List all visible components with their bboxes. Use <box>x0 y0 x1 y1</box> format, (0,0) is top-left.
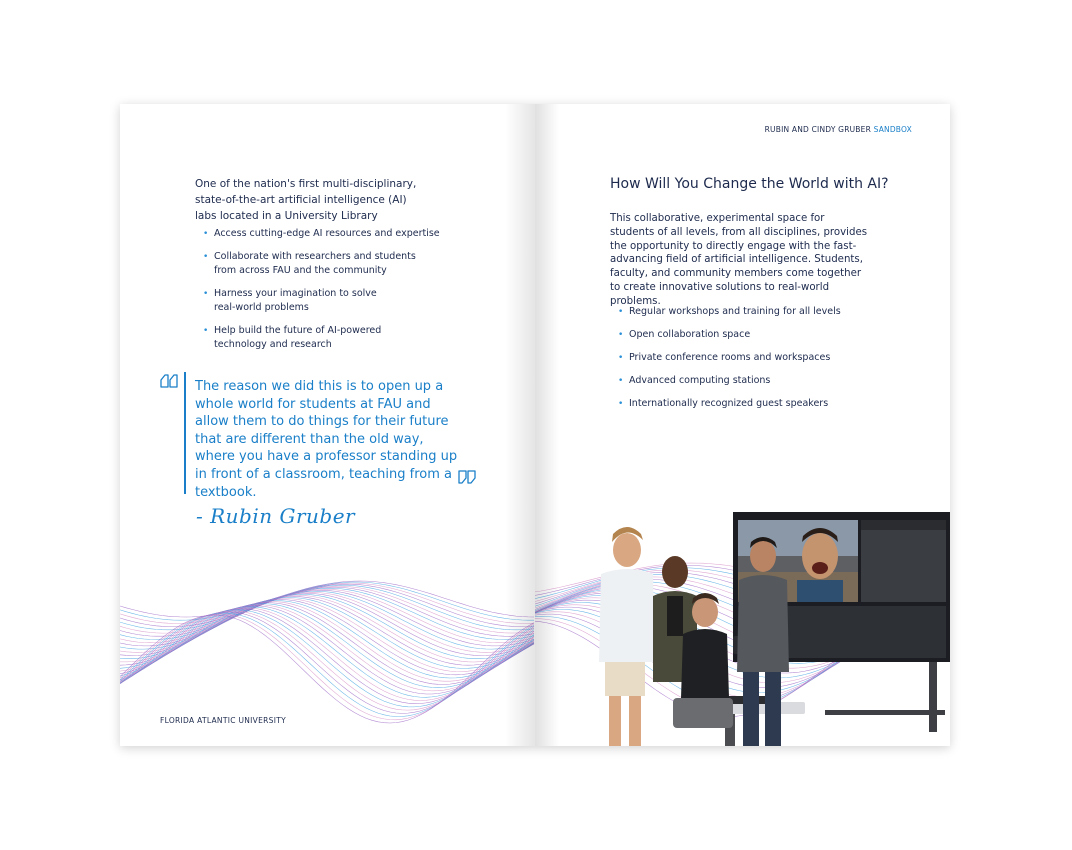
list-item: • Access cutting-edge AI resources and expertise <box>203 228 440 239</box>
body-paragraph: This collaborative, experimental space for students of all levels, from all disciplines, provides the opportunity to directly engage with the fast-advancing field of artificial intelligence. Students, faculty, and community members come together to create innovative solutions to real-world problems. <box>610 213 868 307</box>
signature: - Rubin Gruber <box>196 504 356 528</box>
right-bullet-list <box>610 305 910 420</box>
students-photo <box>575 512 950 746</box>
running-head: RUBIN AND CINDY GRUBER SANDBOX <box>764 125 912 134</box>
left-page <box>120 104 535 746</box>
list-item: • Private conference rooms and workspaces <box>618 352 831 363</box>
bullet-dot-icon: • <box>618 353 624 363</box>
wave-line <box>120 590 534 646</box>
close-quote-icon <box>458 470 476 484</box>
pull-quote: The reason we did this is to open up a whole world for students at FAU and allow them to do things for their future that are different than the old way, where you have a professor standing up in front of a classroom, teaching from a textbook. <box>195 379 458 500</box>
list-item: • Open collaboration space <box>618 329 751 340</box>
bullet-dot-icon: • <box>618 307 624 317</box>
quote-rule <box>184 372 186 494</box>
bullet-dot-icon: • <box>618 399 624 409</box>
list-item: • Advanced computing stations <box>618 375 771 386</box>
intro-paragraph: One of the nation's first multi-disciplinary, state-of-the-art artificial intelligence (AI) labs located in a University Library <box>195 178 417 222</box>
bullet-dot-icon: • <box>618 376 624 386</box>
left-bullet-list <box>195 227 445 361</box>
wave-line <box>120 582 534 620</box>
wave-line <box>120 608 534 701</box>
bullet-dot-icon: • <box>203 326 209 336</box>
bullet-dot-icon: • <box>203 252 209 262</box>
gutter-shadow <box>535 104 559 746</box>
list-item: • Internationally recognized guest speakers <box>618 398 829 409</box>
list-item: • Harness your imagination to solve real-world problems <box>203 288 377 313</box>
bullet-dot-icon: • <box>618 330 624 340</box>
list-item: • Collaborate with researchers and students from across FAU and the community <box>203 251 416 276</box>
page-heading: How Will You Change the World with AI? <box>610 176 889 192</box>
page-footer: FLORIDA ATLANTIC UNIVERSITY <box>160 716 286 725</box>
wave-line <box>120 605 534 691</box>
gutter-shadow <box>505 104 535 746</box>
open-quote-icon <box>160 374 178 388</box>
bullet-dot-icon: • <box>203 289 209 299</box>
brochure-spread <box>120 104 950 746</box>
list-item: • Regular workshops and training for all levels <box>618 306 841 317</box>
right-page <box>535 104 950 746</box>
student-figure <box>599 527 655 746</box>
bullet-dot-icon: • <box>203 229 209 239</box>
list-item: • Help build the future of AI-powered technology and research <box>203 325 382 350</box>
